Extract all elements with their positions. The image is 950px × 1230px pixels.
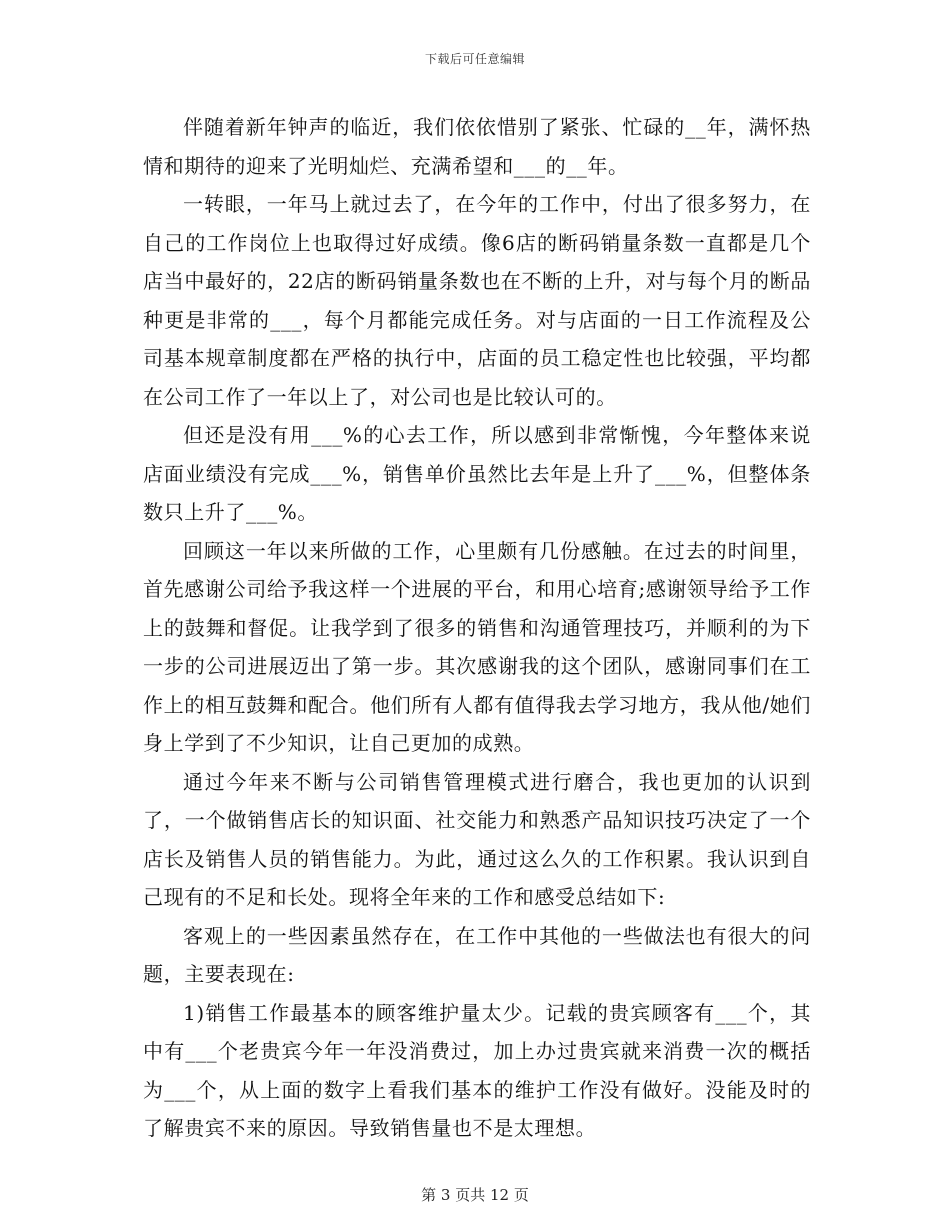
paragraph-problems-intro: 客观上的一些因素虽然存在，在工作中其他的一些做法也有很大的问题，主要表现在: [143,923,811,986]
page-header-note: 下载后可任意编辑 [424,52,525,66]
paragraph-gratitude: 回顾这一年以来所做的工作，心里颇有几份感触。在过去的时间里，首先感谢公司给予我这样一个进展的平台，和用心培育;感谢领导给予工作上的鼓舞和督促。让我学到了很多的销售和沟通管理技巧，并顺利的为下一步的公司进展迈出了第一步。其次感谢我的这个团队，感谢同事们在工作上的相互鼓舞和配合。他们所有人都有值得我去学习地方，我从他/她们身上学到了不少知识，让自己更加的成熟。 [143,538,811,755]
paragraph-new-year-intro: 伴随着新年钟声的临近，我们依依惜别了紧张、忙碌的__年，满怀热情和期待的迎来了光明灿烂、充满希望和___的__年。 [143,115,811,178]
page-number-footer: 第 3 页共 12 页 [421,1186,529,1204]
paragraph-achievements: 一转眼，一年马上就过去了，在今年的工作中，付出了很多努力，在自己的工作岗位上也取得过好成绩。像6店的断码销量条数一直都是几个店当中最好的，22店的断码销量条数也在不断的上升，对与每个月的断品种更是非常的___，每个月都能完成任务。对与店面的一日工作流程及公司基本规章制度都在严格的执行中，店面的员工稳定性也比较强，平均都在公司工作了一年以上了，对公司也是比较认可的。 [143,192,811,409]
paragraph-reflection: 通过今年来不断与公司销售管理模式进行磨合，我也更加的认识到了，一个做销售店长的知识面、社交能力和熟悉产品知识技巧决定了一个店长及销售人员的销售能力。为此，通过这么久的工作积累。我认识到自己现有的不足和长处。现将全年来的工作和感受总结如下: [143,769,811,909]
paragraph-problem-1: 1)销售工作最基本的顾客维护量太少。记载的贵宾顾客有___个，其中有___个老贵宾今年一年没消费过，加上办过贵宾就来消费一次的概括为___个，从上面的数字上看我们基本的维护工作没有做好。没能及时的了解贵宾不来的原因。导致销售量也不是太理想。 [143,1000,811,1140]
paragraph-shortcomings: 但还是没有用___%的心去工作，所以感到非常惭愧，今年整体来说店面业绩没有完成___%，销售单价虽然比去年是上升了___%，但整体条数只上升了___%。 [143,423,811,524]
document-body [143,108,811,1148]
